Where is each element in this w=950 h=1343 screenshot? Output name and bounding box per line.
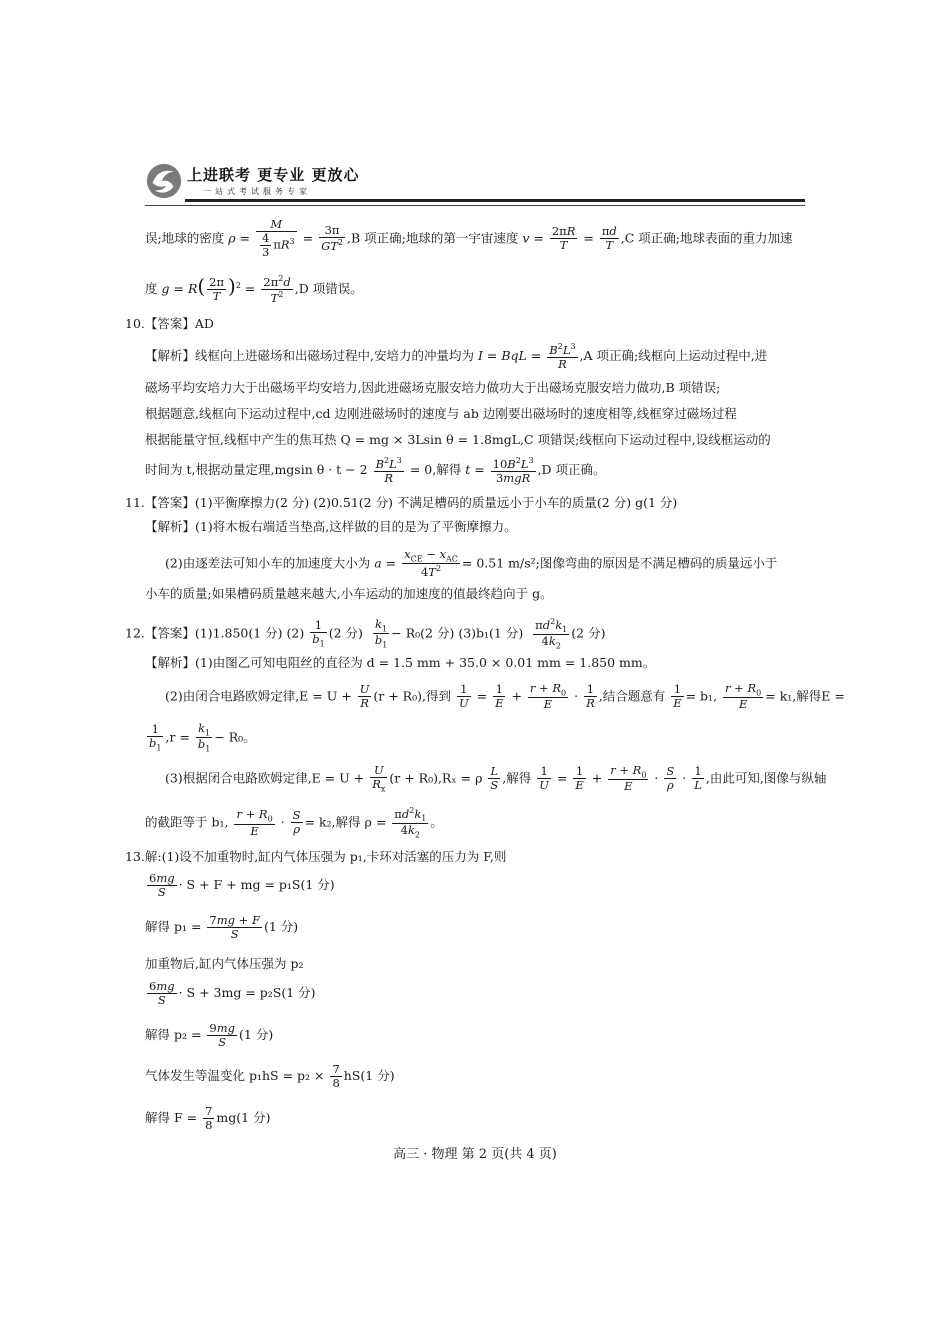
q9-line-1: 误;地球的密度 ρ = M $\frac{4}{3}$ $\pi R^3$ = $\frac{3\pi}{GT^2}$ ,B 项正确;地球的第一宇宙速度 v = $\frac{2\pi R}{T}$ = $\frac{\pi d}{T}$ ,C 项正确;地球表面的重力加速 <box>145 217 793 260</box>
q10-line-2: 磁场平均安培力大于出磁场平均安培力,因此进磁场克服安培力做功大于出磁场克服安培力做功,B 项错误; <box>145 380 721 395</box>
q9-line-2: 度 g = R( $\frac{2\pi}{T}$ )$^2$ = $\frac{2\pi^2d}{T^2}$ ,D 项错误。 <box>145 274 363 305</box>
q13-intro: 13.解:(1)设不加重物时,缸内气体压强为 p₁,卡环对活塞的压力为 F,则 <box>125 849 507 864</box>
q13-eq-1: $\frac{6mg}{S}$ · S + F + mg = p₁S(1 分) <box>149 871 335 900</box>
q10-line-4: 根据能量守恒,线框中产生的焦耳热 Q = mg × 3Lsin θ = 1.8mgL,C 项错误;线框向下运动过程中,设线框运动的 <box>145 432 771 447</box>
q13-eq-4: $\frac{6mg}{S}$ · S + 3mg = p₂S(1 分) <box>149 979 316 1008</box>
q13-eq-5: 解得 p₂ = $\frac{9mg}{S}$ (1 分) <box>145 1021 274 1050</box>
header-rule-thin <box>145 205 805 206</box>
page-footer: 高三 · 物理 第 2 页(共 4 页) <box>393 1147 557 1162</box>
q12-analysis-4: (3)根据闭合电路欧姆定律,E = U + $\frac{U}{R_x}$ (r + R₀),Rₓ = ρ $\frac{L}{S}$ ,解得 $\frac{1}{U}$ = $\frac{1}{E}$ + $\frac{r + R_0}{E}$ · $\frac{S}{\rho}$ · $\frac{1}{L}$ ,由此可知,图像与纵轴 <box>165 763 827 794</box>
q11-analysis-3: 小车的质量;如果槽码质量越来越大,小车运动的加速度的值最终趋向于 g。 <box>145 586 553 601</box>
q12-analysis-1: 【解析】(1)由图乙可知电阻丝的直径为 d = 1.5 mm + 35.0 × 0.01 mm = 1.850 mm。 <box>145 655 656 670</box>
q10-line-1: 【解析】线框向上进磁场和出磁场过程中,安培力的冲量均为 I = BqL = $\frac{B^2L^3}{R}$ ,A 项正确;线框向上运动过程中,进 <box>145 342 768 372</box>
q10-line-3: 根据题意,线框向下运动过程中,cd 边刚进磁场时的速度与 ab 边刚要出磁场时的速度相等,线框穿过磁场过程 <box>145 406 737 421</box>
q13-eq-3: 加重物后,缸内气体压强为 p₂ <box>145 956 304 971</box>
q13-eq-2: 解得 p₁ = $\frac{7mg + F}{S}$ (1 分) <box>145 913 299 942</box>
brand-tagline: 一站式考试服务专家 <box>203 187 311 196</box>
q10-line-5: 时间为 t,根据动量定理,mgsin θ · t − 2 $\frac{B^2L^3}{R}$ = 0,解得 t = $\frac{10B^2L^3}{\text{3mgR}}$ ,D 项正确。 <box>145 456 606 486</box>
q13-eq-7: 解得 F = $\frac{7}{8}$ mg(1 分) <box>145 1104 271 1133</box>
q12-analysis-3: $\frac{1}{b_1}$ ,r = $\frac{k_1}{b_1}$ − R₀。 <box>149 721 256 754</box>
q12-analysis-5: 的截距等于 b₁, $\frac{r + R_0}{E}$ · $\frac{S}{\rho}$ = k₂,解得 ρ = $\frac{\pi d^2k_1}{4k_2}$ 。 <box>145 806 443 840</box>
q13-eq-6: 气体发生等温变化 p₁hS = p₂ × $\frac{7}{8}$ hS(1 分) <box>145 1062 395 1091</box>
q11-analysis-1: 【解析】(1)将木板右端适当垫高,这样做的目的是为了平衡摩擦力。 <box>145 519 517 534</box>
q11-answer: 11.【答案】(1)平衡摩擦力(2 分) (2)0.51(2 分) 不满足槽码的质量远小于小车的质量(2 分) g(1 分) <box>125 495 678 510</box>
header-rule-thick <box>185 199 805 202</box>
q10-answer: 10.【答案】AD <box>125 316 214 331</box>
q11-analysis-2: (2)由逐差法可知小车的加速度大小为 a = $\frac{x_{CE} - x_{AC}}{4T^2}$ = 0.51 m/s²;图像弯曲的原因是不满足槽码的质量远小于 <box>165 547 778 580</box>
q12-analysis-2: (2)由闭合电路欧姆定律,E = U + $\frac{U}{R}$ (r + R₀),得到 $\frac{1}{U}$ = $\frac{1}{E}$ + $\frac{r + R_0}{E}$ · $\frac{1}{R}$ ,结合题意有 $\frac{1}{E}$ = b₁, $\frac{r + R_0}{E}$ = k₁,解得E = <box>165 681 845 712</box>
brand-logo-icon <box>145 162 183 200</box>
q12-answer: 12.【答案】(1)1.850(1 分) (2) $\frac{1}{b_1}$ (2 分) $\frac{k_1}{b_1}$ − R₀(2 分) (3)b₁(1 分) $\frac{\pi d^2k_1}{4k_2}$ (2 分) <box>125 616 606 651</box>
brand-title: 上进联考 更专业 更放心 <box>187 166 360 184</box>
